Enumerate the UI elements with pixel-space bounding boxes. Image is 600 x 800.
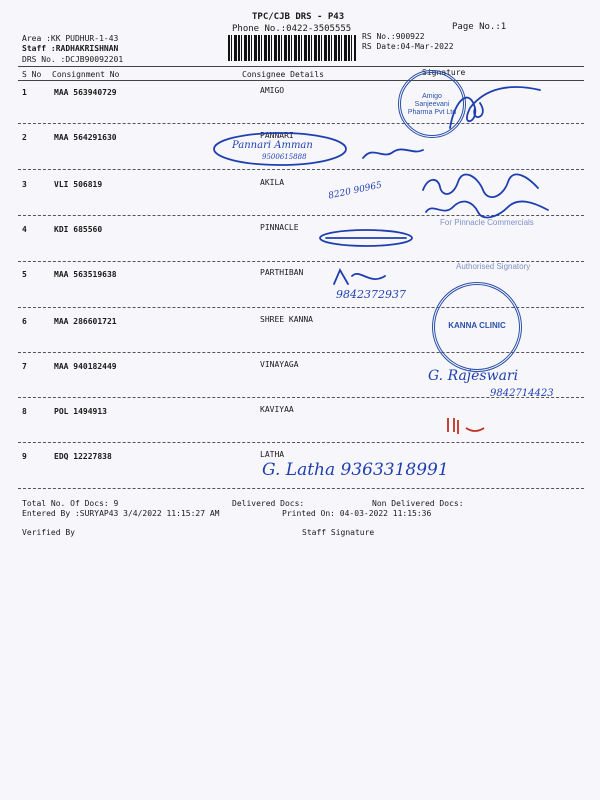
row-consignment: EDQ 12227838: [54, 452, 112, 461]
row-consignee: AMIGO: [260, 86, 285, 95]
row-divider: [18, 442, 584, 443]
row5-signature: [330, 266, 390, 288]
rs-number: RS No.:900922: [362, 32, 425, 41]
non-delivered-docs: Non Delivered Docs:: [372, 499, 464, 508]
row2-handwriting: Pannari Amman: [232, 140, 313, 151]
header-divider: [18, 66, 584, 67]
row-consignment: MAA 563519638: [54, 270, 117, 279]
page-number: Page No.:1: [452, 22, 507, 32]
staff-field: Staff :RADHAKRISHNAN: [22, 44, 119, 53]
kanna-stamp-text: KANNA CLINIC: [448, 321, 506, 330]
row-sno: 1: [22, 88, 27, 97]
printed-on: Printed On: 04-03-2022 11:15:36: [282, 509, 432, 518]
col-signature: Signature: [422, 68, 466, 77]
row-consignment: MAA 940182449: [54, 362, 117, 371]
phone-number: Phone No.:0422-3505555: [232, 24, 352, 34]
row-sno: 4: [22, 225, 27, 234]
row-sno: 8: [22, 407, 27, 416]
row-sno: 7: [22, 362, 27, 371]
row-consignee: SHREE KANNA: [260, 315, 313, 324]
area-field: Area :KK PUDHUR-1-43: [22, 34, 119, 43]
row3-tamil-signature: [418, 172, 558, 222]
entered-by: Entered By :SURYAP43 3/4/2022 11:15:27 AM: [22, 509, 220, 518]
row4-signature: [316, 226, 416, 250]
row-consignee: PANNARI: [260, 131, 294, 140]
staff-signature: Staff Signature: [302, 528, 375, 537]
row-consignee: LATHA: [260, 450, 285, 459]
row-consignment: KDI 685560: [54, 225, 103, 234]
row-sno: 5: [22, 270, 27, 279]
row-consignee: PINNACLE: [260, 223, 299, 232]
row7-name: G. Rajeswari: [428, 368, 519, 384]
row-consignee: PARTHIBAN: [260, 268, 304, 277]
row7-phone: 9842714423: [490, 388, 554, 399]
row2-phone: 9500615888: [262, 153, 307, 161]
row-consignee: KAVIYAA: [260, 405, 294, 414]
row-consignment: VLI 506819: [54, 180, 103, 189]
row-sno: 6: [22, 317, 27, 326]
row8-signature: [444, 414, 488, 436]
verified-by: Verified By: [22, 528, 75, 537]
row-consignment: POL 1494913: [54, 407, 107, 416]
kanna-clinic-stamp: [432, 282, 522, 372]
row-divider: [18, 488, 584, 489]
barcode: [228, 35, 356, 61]
row9-handwriting: G. Latha 9363318991: [262, 460, 449, 480]
signature-row1: [430, 78, 550, 138]
delivered-docs: Delivered Docs:: [232, 499, 305, 508]
col-consignee: Consignee Details: [242, 70, 324, 79]
row-sno: 9: [22, 452, 27, 461]
row5-stamp-text: Authorised Signatory: [456, 262, 531, 271]
row-consignment: MAA 564291630: [54, 133, 117, 142]
rs-date: RS Date:04-Mar-2022: [362, 42, 454, 51]
row4-stamp-text: For Pinnacle Commercials: [440, 218, 534, 227]
amigo-stamp-text: Amigo Sanjeevani Pharma Pvt Ltd: [407, 93, 457, 116]
col-consignment: Consignment No: [52, 70, 120, 79]
row-sno: 3: [22, 180, 27, 189]
row-consignment: MAA 563940729: [54, 88, 117, 97]
doc-title: TPC/CJB DRS - P43: [252, 12, 345, 22]
row-consignee: VINAYAGA: [260, 360, 299, 369]
row-consignment: MAA 286601721: [54, 317, 117, 326]
col-sno: S No: [22, 70, 42, 79]
row-consignee: AKILA: [260, 178, 285, 187]
row5-phone: 9842372937: [336, 288, 406, 301]
row-sno: 2: [22, 133, 27, 142]
row3-phone: 8220 90965: [327, 180, 383, 202]
total-docs: Total No. Of Docs: 9: [22, 499, 119, 508]
row2-scribble: [358, 140, 428, 166]
drs-number: DRS No. :DCJB90092201: [22, 55, 124, 64]
